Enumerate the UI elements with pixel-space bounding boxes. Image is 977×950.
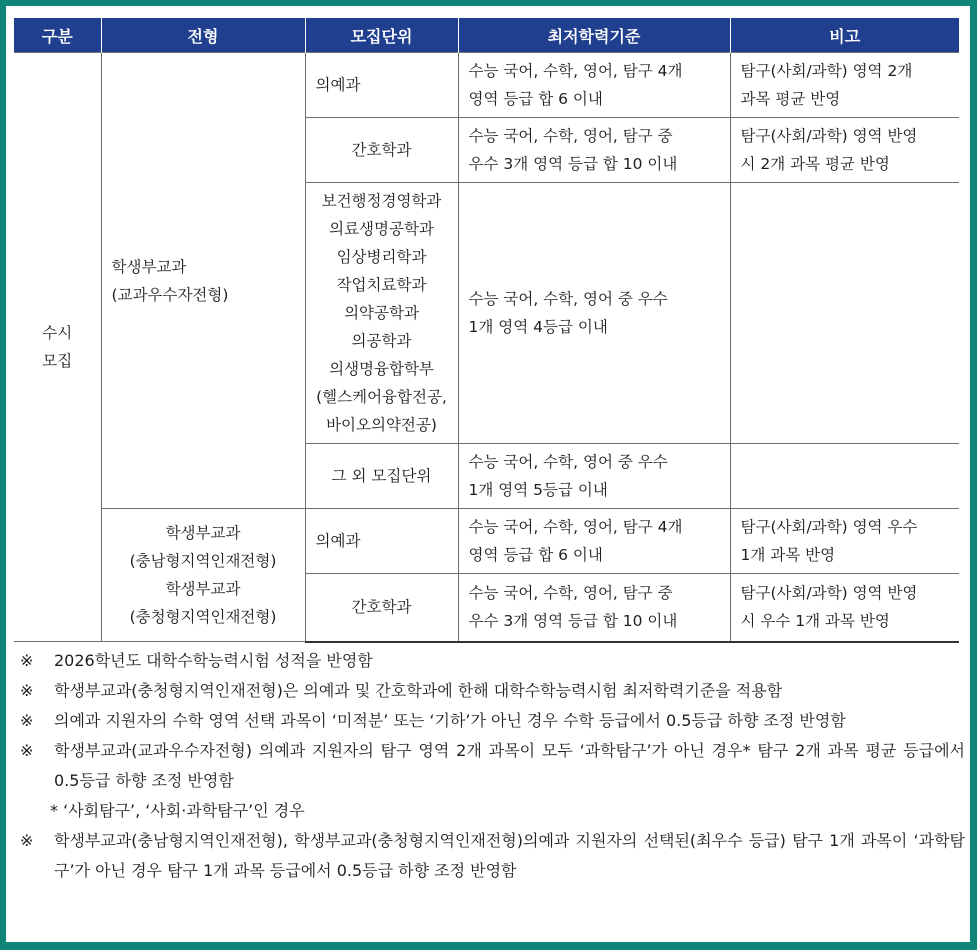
- section-line: 모집: [42, 352, 73, 370]
- unit-cell: [305, 118, 458, 183]
- criteria-cell: [458, 118, 730, 183]
- admission-table: [14, 18, 959, 643]
- unit-line: (헬스케어융합전공,: [316, 388, 447, 406]
- note-cell: [730, 574, 959, 642]
- unit-line: 의예과: [315, 76, 361, 94]
- note-cell: [730, 509, 959, 574]
- criteria-line: 수능 국어, 수학, 영어 중 우수: [468, 453, 668, 471]
- unit-line: 의예과: [315, 532, 361, 550]
- header-category: 구분: [14, 18, 101, 53]
- criteria-line: 1개 영역 4등급 이내: [468, 318, 608, 336]
- criteria-line: 수능 국어, 수학, 영어, 탐구 4개: [468, 62, 683, 80]
- unit-line: 임상병리학과: [336, 248, 427, 266]
- note-cell: [730, 118, 959, 183]
- unit-line: 바이오의약전공): [326, 416, 437, 434]
- note-line: 탐구(사회/과학) 영역 반영: [740, 127, 918, 145]
- criteria-cell: [458, 53, 730, 118]
- note-text: 학생부교과(교과우수자전형) 의예과 지원자의 탐구 영역 2개 과목이 모두 ‘과학탐구’가 아닌 경우* 탐구 2개 과목 평균 등급에서 0.5등급 하향 조정 반영함: [54, 741, 965, 790]
- header-note: 비고: [730, 18, 959, 53]
- criteria-line: 우수 3개 영역 등급 합 10 이내: [468, 155, 678, 173]
- unit-line: 의공학과: [351, 332, 412, 350]
- unit-line: 의료생명공학과: [329, 220, 434, 238]
- type-cell: [101, 509, 305, 642]
- section-line: 수시: [42, 324, 73, 342]
- note-line: 시 우수 1개 과목 반영: [740, 612, 890, 631]
- note-line: 시 2개 과목 평균 반영: [740, 155, 890, 173]
- type-line: (충청형지역인재전형): [129, 608, 277, 626]
- notes-section: [20, 646, 965, 886]
- document-frame: [6, 6, 970, 942]
- criteria-line: 수능 국어, 수학, 영어, 탐구 중: [468, 127, 673, 145]
- section-cell: [14, 53, 101, 642]
- reference-mark: ※: [20, 741, 34, 760]
- note-text: 학생부교과(충남형지역인재전형), 학생부교과(충청형지역인재전형)의예과 지원자의 선택된(최우수 등급) 탐구 1개 과목이 ‘과학탐구’가 아닌 경우 탐구 1개 과목 등급에서 0.5등급 하향 조정 반영함: [54, 831, 965, 880]
- table-row: [14, 509, 959, 574]
- unit-cell: [305, 53, 458, 118]
- type-cell: [101, 53, 305, 509]
- reference-mark: ※: [20, 651, 34, 670]
- note-item: [20, 706, 965, 736]
- unit-line: 간호학과: [351, 141, 412, 159]
- type-line: 학생부교과: [165, 524, 241, 542]
- type-line: 학생부교과: [111, 257, 187, 276]
- header-criteria: 최저학력기준: [458, 18, 730, 53]
- criteria-cell: [458, 183, 730, 444]
- unit-cell: [305, 444, 458, 509]
- note-item: [20, 646, 965, 676]
- note-text: 학생부교과(충청형지역인재전형)은 의예과 및 간호학과에 한해 대학수학능력시험 최저학력기준을 적용함: [54, 681, 783, 700]
- criteria-cell: [458, 509, 730, 574]
- criteria-line: 영역 등급 합 6 이내: [468, 546, 603, 564]
- footnote-text: * ‘사회탐구’, ‘사회·과학탐구’인 경우: [50, 801, 305, 820]
- note-item: [20, 826, 965, 886]
- header-type: 전형: [101, 18, 305, 53]
- unit-line: 의약공학과: [344, 304, 419, 322]
- note-text: 2026학년도 대학수학능력시험 성적을 반영함: [54, 651, 373, 670]
- unit-cell: [305, 574, 458, 642]
- criteria-line: 1개 영역 5등급 이내: [468, 481, 608, 499]
- note-item: [20, 676, 965, 706]
- note-line: 탐구(사회/과학) 영역 반영: [740, 584, 918, 603]
- reference-mark: ※: [20, 681, 34, 700]
- reference-mark: ※: [20, 831, 34, 850]
- unit-line: 보건행정경영학과: [321, 192, 442, 210]
- table-row: [14, 53, 959, 118]
- note-line: 1개 과목 반영: [740, 546, 836, 564]
- note-cell: [730, 444, 959, 509]
- header-unit: 모집단위: [305, 18, 458, 53]
- unit-line: 간호학과: [351, 598, 412, 617]
- criteria-cell: [458, 574, 730, 642]
- note-line: 과목 평균 반영: [740, 90, 841, 108]
- criteria-cell: [458, 444, 730, 509]
- note-line: 탐구(사회/과학) 영역 2개: [740, 62, 913, 80]
- criteria-line: 수능 국어, 수학, 영어, 탐구 4개: [468, 518, 683, 536]
- note-cell: [730, 183, 959, 444]
- note-cell: [730, 53, 959, 118]
- unit-line: 작업치료학과: [336, 276, 427, 294]
- type-line: 학생부교과: [165, 580, 241, 598]
- unit-cell: [305, 509, 458, 574]
- note-item: [20, 736, 965, 796]
- criteria-line: 수능 국어, 수학, 영어, 탐구 중: [468, 584, 673, 603]
- criteria-line: 우수 3개 영역 등급 합 10 이내: [468, 612, 678, 631]
- note-line: 탐구(사회/과학) 영역 우수: [740, 518, 918, 536]
- note-text: 의예과 지원자의 수학 영역 선택 과목이 ‘미적분’ 또는 ‘기하’가 아닌 경우 수학 등급에서 0.5등급 하향 조정 반영함: [54, 711, 846, 730]
- type-line: (충남형지역인재전형): [129, 552, 277, 570]
- table-header-row: [14, 18, 959, 53]
- type-line: (교과우수자전형): [111, 285, 229, 304]
- criteria-line: 수능 국어, 수학, 영어 중 우수: [468, 290, 668, 308]
- criteria-line: 영역 등급 합 6 이내: [468, 90, 603, 108]
- unit-line: 의생명융합학부: [329, 360, 434, 378]
- reference-mark: ※: [20, 711, 34, 730]
- unit-line: 그 외 모집단위: [331, 467, 432, 485]
- unit-cell: [305, 183, 458, 444]
